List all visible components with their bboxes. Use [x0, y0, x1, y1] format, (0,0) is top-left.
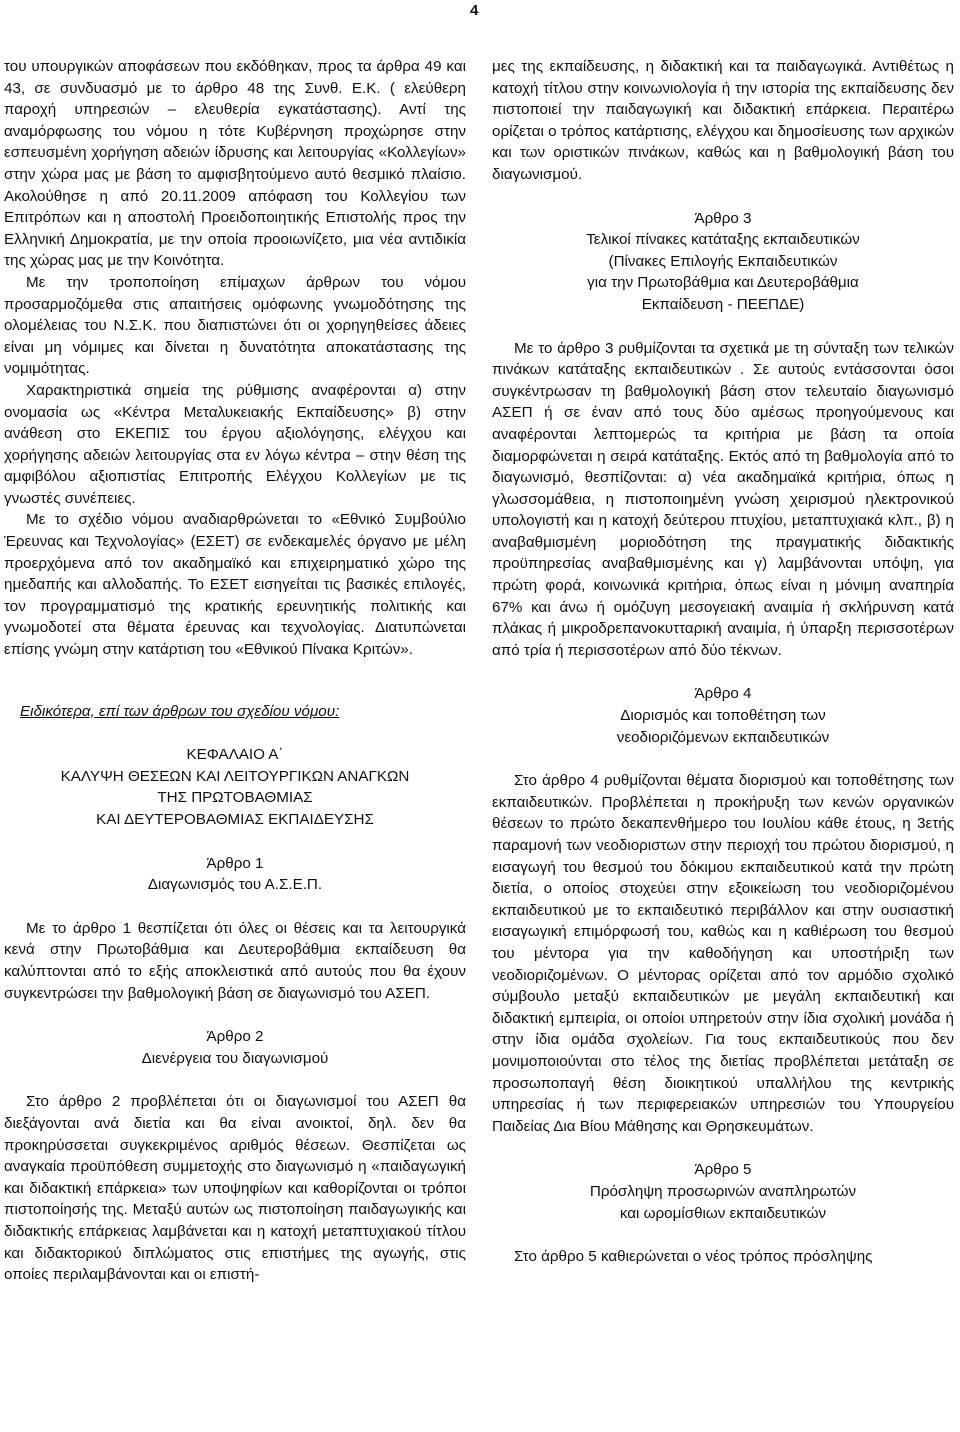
article-3-subtitle-4: Εκπαίδευση - ΠΕΕΠΔΕ) [641, 295, 805, 313]
chapter-subtitle-2: ΤΗΣ ΠΡΩΤΟΒΑΘΜΙΑΣ [157, 789, 313, 807]
article-4-subtitle-2: νεοδιοριζόμενων εκπαιδευτικών [616, 728, 830, 746]
article-3-subtitle-1: Τελικοί πίνακες κατάταξης εκπαιδευτικών [586, 231, 860, 249]
article-4-subtitle-1: Διορισμός και τοποθέτηση των [620, 707, 826, 725]
section-intro: Ειδικότερα, επί των άρθρων του σχεδίου νόμου: [20, 702, 340, 720]
article-4-title: Άρθρο 4 [694, 685, 752, 703]
article-4-text: Στο άρθρο 4 ρυθμίζονται θέματα διορισμού και τοποθέτησης των εκπαιδευτικών. Προβλέπεται η προκήρυξη των κενών οργανικών θέσεων το πρώτο δεκαπενθήμερο του Ιουλίου κάθε έτους, η 3ετής παραμονή των νεοδιοριστων στην περιοχή του πρώτου διορισμού, η εισαγωγή του θεσμού του δόκιμου εκπαιδευτικού κατά την πρώτη διετία, ο οποίος στοχεύει στην εξοικείωση του νεοδιοριζομένου εκπαιδευτικού με το εκπαιδευτικό περιβάλλον και στην ουσιαστική εισαγωγική επιμόρφωσή του, καθώς και η καθιέρωση του θεσμού του μέντορα για την καθοδήγηση και υποστήριξη των νεοδιοριζομένων. Ο μέντορας ορίζεται από τον αρμόδιο σχολικό σύμβουλο μεταξύ εκπαιδευτικών με μεγάλη εκπαιδευτική και διδακτική εμπειρία, οι οποίοι υπηρετούν στην ίδια σχολική μονάδα ή στην ίδια ομάδα σχολείων. Για τους εκπαιδευτικούς που δεν μονιμοποιούνται στο τέλος της διετίας προβλέπεται μετάταξη σε προσωποπαγή θέση διοικητικού υπαλλήλου της κεντρικής υπηρεσίας ή των περιφερειακών υπηρεσιών του Υπουργείου Παιδείας Δια Βίου Μάθησης και Θρησκευμάτων. [492, 772, 954, 1135]
article-5-subtitle-1: Πρόσληψη προσωρινών αναπληρωτών [589, 1182, 857, 1200]
left-paragraph-2: Με την τροποποίηση επίμαχων άρθρων του νόμου προσαρμοζόμεθα στις απαιτήσεις ομόφωνης γνωμοδότησης της ολομέλειας του Ν.Σ.Κ. που διαπιστώνει ότι οι χορηγηθείσες άδειες είναι μη νόμιμες και δίνεται η δυνατότητα αποκατάστασης της νομιμότητας. [4, 273, 466, 378]
chapter-subtitle-3: ΚΑΙ ΔΕΥΤΕΡΟΒΑΘΜΙΑΣ ΕΚΠΑΙΔΕΥΣΗΣ [96, 811, 374, 828]
right-column [492, 56, 954, 1268]
chapter-subtitle-1: ΚΑΛΥΨΗ ΘΕΣΕΩΝ ΚΑΙ ΛΕΙΤΟΥΡΓΙΚΩΝ ΑΝΑΓΚΩΝ [60, 767, 410, 785]
article-1-subtitle: Διαγωνισμός του Α.Σ.Ε.Π. [147, 876, 323, 894]
article-3-subtitle-2: (Πίνακες Επιλογής Εκπαιδευτικών [608, 252, 838, 270]
article-5-text: Στο άρθρο 5 καθιερώνεται ο νέος τρόπος πρόσληψης [514, 1248, 873, 1266]
article-5-subtitle-2: και ωρομίσθιων εκπαιδευτικών [619, 1204, 827, 1222]
chapter-title: ΚΕΦΑΛΑΙΟ Α΄ [186, 746, 284, 764]
article-2-title: Άρθρο 2 [206, 1028, 264, 1046]
article-1-title: Άρθρο 1 [206, 854, 264, 872]
article-5-title: Άρθρο 5 [694, 1161, 752, 1179]
page-number: 4 [470, 2, 479, 19]
article-3-subtitle-3: για την Πρωτοβάθμια και Δευτεροβάθμια [587, 274, 859, 292]
article-1-text: Με το άρθρο 1 θεσπίζεται ότι όλες οι θέσεις και τα λειτουργικά κενά στην Πρωτοβάθμια και Δευτεροβάθμια εκπαίδευση θα καλύπτονται από το εξής αποκλειστικά από αυτούς που θα έχουν συγκεντρώσει την βαθμολογική βάση σε διαγωνισμό του ΑΣΕΠ. [4, 919, 466, 1002]
chapter-heading [4, 744, 466, 830]
left-paragraph-1: του υπουργικών αποφάσεων που εκδόθηκαν, προς τα άρθρα 49 και 43, σε συνδυασμό με το άρθρο 48 της Συνθ. Ε.Κ. ( ελεύθερη παροχή υπηρεσιών – ελευθερία εγκατάστασης). Αντί της αναμόρφωσης του νόμου η τότε Κυβέρνηση προχώρησε στην εσπευσμένη χορήγηση αδειών ίδρυσης και λειτουργίας «Κολλεγίων» στην χώρα μας με βάση το αμφισβητούμενο αυτό θεσμικό πλαίσιο. Ακολούθησε η από 20.11.2009 απόφαση του Κολλεγίου των Επιτρόπων και η αποστολή Προειδοποιητικής Επιστολής προς την Ελληνική Δημοκρατία, με την οποία προοιωνίζετο, μια νέα αντιδικία της χώρας μας με την Κοινότητα. [4, 58, 466, 270]
article-3-title: Άρθρο 3 [694, 209, 752, 227]
right-paragraph-1: μες της εκπαίδευσης, η διδακτική και τα παιδαγωγικά. Αντιθέτως η κατοχή τίτλου στην κοινωνιολογία ή την ιστορία της εκπαίδευσης δεν πιστοποιεί την παιδαγωγική και διδακτική επάρκεια. Περαιτέρω ορίζεται ο τρόπος κατάρτισης, ελέγχου και δημοσίευσης των αρχικών και των οριστικών πινάκων, καθώς και η βαθμολογική βάση του διαγωνισμού. [492, 58, 954, 183]
left-paragraph-4: Με το σχέδιο νόμου αναδιαρθρώνεται το «Εθνικό Συμβούλιο Έρευνας και Τεχνολογίας» (ΕΣΕΤ) σε ενδεκαμελές όργανο με μέλη προερχόμενα από τον ακαδημαϊκό και επιχειρηματικό χώρο της ημεδαπής και αλλοδαπής. Το ΕΣΕΤ εισηγείται τις βασικές επιλογές, τον προγραμματισμό της κρατικής ερευνητικής πολιτικής και γνωμοδοτεί στα θέματα έρευνας και τεχνολογίας. Διατυπώνεται επίσης γνώμη στην κατάρτιση του «Εθνικού Πίνακα Κριτών». [4, 511, 466, 659]
left-column [4, 56, 466, 1286]
left-paragraph-3: Χαρακτηριστικά σημεία της ρύθμισης αναφέρονται α) στην ονομασία ως «Κέντρα Μεταλυκειακής Εκπαίδευσης» β) στην ανάθεση στο ΕΚΕΠΙΣ του έργου αξιολόγησης, ελέγχου και χορήγησης αδειών λειτουργίας στα εν λόγω κέντρα – στην θέση της αμφιβόλου αξιοπιστίας Επιτροπής Ελέγχου Κολλεγίων με τις γνωστές συνέπειες. [4, 381, 466, 507]
article-2-subtitle: Διενέργεια του διαγωνισμού [141, 1049, 329, 1067]
article-3-text: Με το άρθρο 3 ρυθμίζονται τα σχετικά με τη σύνταξη των τελικών πινάκων κατάταξης εκπαιδευτικών . Σε αυτούς εντάσσονται όσοι συγκέντρωσαν τη βαθμολογική βάση στον τελευταίο διαγωνισμό ΑΣΕΠ ή σε έναν από τους δύο αμέσως προηγούμενους και αναφέρονται λεπτομερώς τα κριτήρια με βάση τα οποία διαμορφώνεται η σειρά κατάταξης. Εκτός από τη βαθμολογία από το διαγωνισμό, θεσπίζονται: α) νέα ακαδημαϊκά κριτήρια, όπως η γλωσσομάθεια, η πιστοποιημένη γνώση χειρισμού ηλεκτρονικού υπολογιστή και η κατοχή δεύτερου πτυχίου, μεταπτυχιακά κλπ., β) η αναβαθμισμένη μοριοδότηση της πραγματικής διδακτικής προϋπηρεσίας αναβαθμισμένης και γ) λαμβάνονται υπόψη, για πρώτη φορά, κοινωνικά κριτήρια, όπως είναι η μόνιμη αναπηρία 67% και άνω ή ομόζυγη μεσογειακή αναιμία ή σκλήρυνση κατά πλάκας ή μικροδρεπανοκυτταρική αναιμία, ή ύπαρξη περισσοτέρων από τρία ή περισσοτέρων από δύο τέκνων. [492, 339, 954, 659]
article-2-text: Στο άρθρο 2 προβλέπεται ότι οι διαγωνισμοί του ΑΣΕΠ θα διεξάγονται ανά διετία και θα είναι ανοικτοί, δηλ. δεν θα προκηρύσσεται συγκεκριμένος αριθμός θέσεων. Θεσπίζεται ως αναγκαία προϋπόθεση συμμετοχής στο διαγωνισμό η «παιδαγωγική και διδακτική επάρκεια» των υποψηφίων και καθορίζονται οι τρόποι πιστοποίησής της. Μεταξύ αυτών ως πιστοποίηση παιδαγωγικής και διδακτικής επάρκειας λαμβάνεται και η κατοχή μεταπτυχιακού τίτλου και διδακτορικού διπλώματος στις επιστήμες της αγωγής, στις οποίες περιλαμβάνονται και οι επιστή- [4, 1093, 466, 1284]
